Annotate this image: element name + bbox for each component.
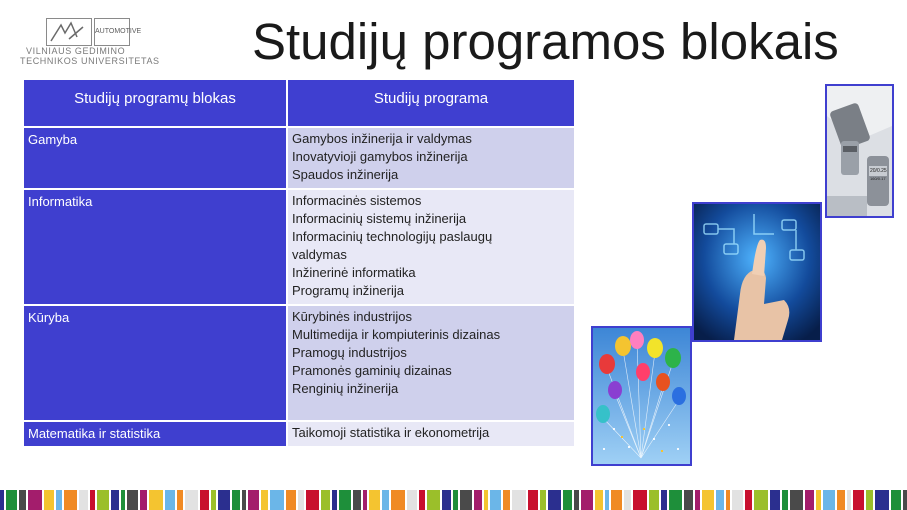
table-row	[23, 189, 575, 305]
program-item: Informacinių technologijų paslaugų	[292, 229, 493, 244]
strip-segment	[624, 490, 631, 510]
strip-segment	[407, 490, 417, 510]
strip-segment	[298, 490, 304, 510]
program-item: Multimedija ir kompiuterinis dizainas	[292, 327, 501, 342]
program-cell	[287, 189, 575, 305]
university-logo	[18, 14, 160, 66]
strip-segment	[540, 490, 546, 510]
strip-segment	[453, 490, 458, 510]
strip-segment	[177, 490, 183, 510]
column-header-block: Studijų programų blokas	[23, 79, 287, 127]
table-header-row	[23, 79, 575, 127]
strip-segment	[837, 490, 845, 510]
programs-table	[22, 78, 576, 448]
strip-segment	[242, 490, 246, 510]
strip-segment	[853, 490, 864, 510]
strip-segment	[490, 490, 501, 510]
program-item: Inžinerinė informatika	[292, 265, 416, 280]
strip-segment	[875, 490, 889, 510]
strip-segment	[484, 490, 488, 510]
page-title: Studijų programos blokais	[252, 13, 839, 70]
strip-segment	[200, 490, 209, 510]
strip-segment	[140, 490, 147, 510]
strip-segment	[339, 490, 351, 510]
strip-segment	[595, 490, 603, 510]
strip-segment	[891, 490, 901, 510]
strip-segment	[695, 490, 700, 510]
strip-segment	[286, 490, 296, 510]
microscope-image	[825, 84, 894, 218]
balloons-image	[591, 326, 692, 466]
block-cell: Kūryba	[23, 305, 287, 421]
strip-segment	[127, 490, 138, 510]
strip-segment	[790, 490, 803, 510]
strip-segment	[460, 490, 472, 510]
program-item: Taikomoji statistika ir ekonometrija	[292, 425, 490, 440]
logo-badge: AUTOMOTIVE	[94, 18, 130, 46]
strip-segment	[165, 490, 175, 510]
program-cell	[287, 421, 575, 447]
column-header-program: Studijų programa	[287, 79, 575, 127]
strip-segment	[64, 490, 77, 510]
strip-segment	[19, 490, 26, 510]
strip-segment	[419, 490, 425, 510]
program-item: Pramogų industrijos	[292, 345, 407, 360]
strip-segment	[0, 490, 4, 510]
decorative-color-strip	[0, 490, 907, 510]
strip-segment	[716, 490, 724, 510]
strip-segment	[97, 490, 109, 510]
strip-segment	[669, 490, 682, 510]
strip-segment	[563, 490, 572, 510]
strip-segment	[382, 490, 389, 510]
strip-segment	[528, 490, 538, 510]
microscope-label-2: 160/0.17	[870, 176, 886, 181]
strip-segment	[903, 490, 907, 510]
strip-segment	[754, 490, 768, 510]
program-item: Gamybos inžinerija ir valdymas	[292, 131, 472, 146]
program-item: Spaudos inžinerija	[292, 167, 399, 182]
program-item: Programų inžinerija	[292, 283, 404, 298]
strip-segment	[391, 490, 405, 510]
strip-segment	[232, 490, 240, 510]
strip-segment	[442, 490, 451, 510]
strip-segment	[611, 490, 622, 510]
strip-segment	[90, 490, 95, 510]
strip-segment	[44, 490, 54, 510]
strip-segment	[726, 490, 730, 510]
strip-segment	[79, 490, 88, 510]
block-cell: Matematika ir statistika	[23, 421, 287, 447]
strip-segment	[474, 490, 482, 510]
logo-name-line2: TECHNIKOS UNIVERSITETAS	[20, 56, 160, 66]
strip-segment	[770, 490, 780, 510]
strip-segment	[218, 490, 230, 510]
program-item: valdymas	[292, 247, 347, 262]
strip-segment	[649, 490, 659, 510]
program-item: Informacinės sistemos	[292, 193, 422, 208]
strip-segment	[732, 490, 743, 510]
strip-segment	[816, 490, 821, 510]
program-item: Informacinių sistemų inžinerija	[292, 211, 467, 226]
strip-segment	[661, 490, 667, 510]
strip-segment	[6, 490, 17, 510]
touchscreen-image	[692, 202, 822, 342]
program-item: Renginių inžinerija	[292, 381, 399, 396]
strip-segment	[866, 490, 873, 510]
strip-segment	[363, 490, 367, 510]
strip-segment	[805, 490, 814, 510]
strip-segment	[248, 490, 259, 510]
strip-segment	[847, 490, 851, 510]
program-cell	[287, 305, 575, 421]
strip-segment	[782, 490, 788, 510]
strip-segment	[574, 490, 579, 510]
strip-segment	[306, 490, 319, 510]
strip-segment	[353, 490, 361, 510]
block-cell: Gamyba	[23, 127, 287, 189]
table-row	[23, 421, 575, 447]
strip-segment	[28, 490, 42, 510]
program-item: Pramonės gaminių dizainas	[292, 363, 452, 378]
strip-segment	[684, 490, 693, 510]
strip-segment	[111, 490, 119, 510]
strip-segment	[56, 490, 62, 510]
strip-segment	[211, 490, 216, 510]
strip-segment	[548, 490, 561, 510]
strip-segment	[633, 490, 647, 510]
strip-segment	[427, 490, 440, 510]
strip-segment	[321, 490, 330, 510]
strip-segment	[332, 490, 337, 510]
table-row	[23, 305, 575, 421]
strip-segment	[702, 490, 714, 510]
strip-segment	[149, 490, 163, 510]
strip-segment	[261, 490, 268, 510]
block-cell: Informatika	[23, 189, 287, 305]
strip-segment	[185, 490, 198, 510]
strip-segment	[121, 490, 125, 510]
strip-segment	[823, 490, 835, 510]
strip-segment	[512, 490, 526, 510]
logo-name-line1: VILNIAUS GEDIMINO	[26, 46, 126, 56]
strip-segment	[503, 490, 510, 510]
strip-segment	[369, 490, 380, 510]
program-cell	[287, 127, 575, 189]
strip-segment	[581, 490, 593, 510]
strip-segment	[270, 490, 284, 510]
program-item: Inovatyvioji gamybos inžinerija	[292, 149, 468, 164]
table-row	[23, 127, 575, 189]
microscope-label: 20/0.25	[870, 168, 887, 174]
program-item: Kūrybinės industrijos	[292, 309, 412, 324]
logo-mark-icon	[46, 18, 92, 46]
strip-segment	[605, 490, 609, 510]
strip-segment	[745, 490, 752, 510]
